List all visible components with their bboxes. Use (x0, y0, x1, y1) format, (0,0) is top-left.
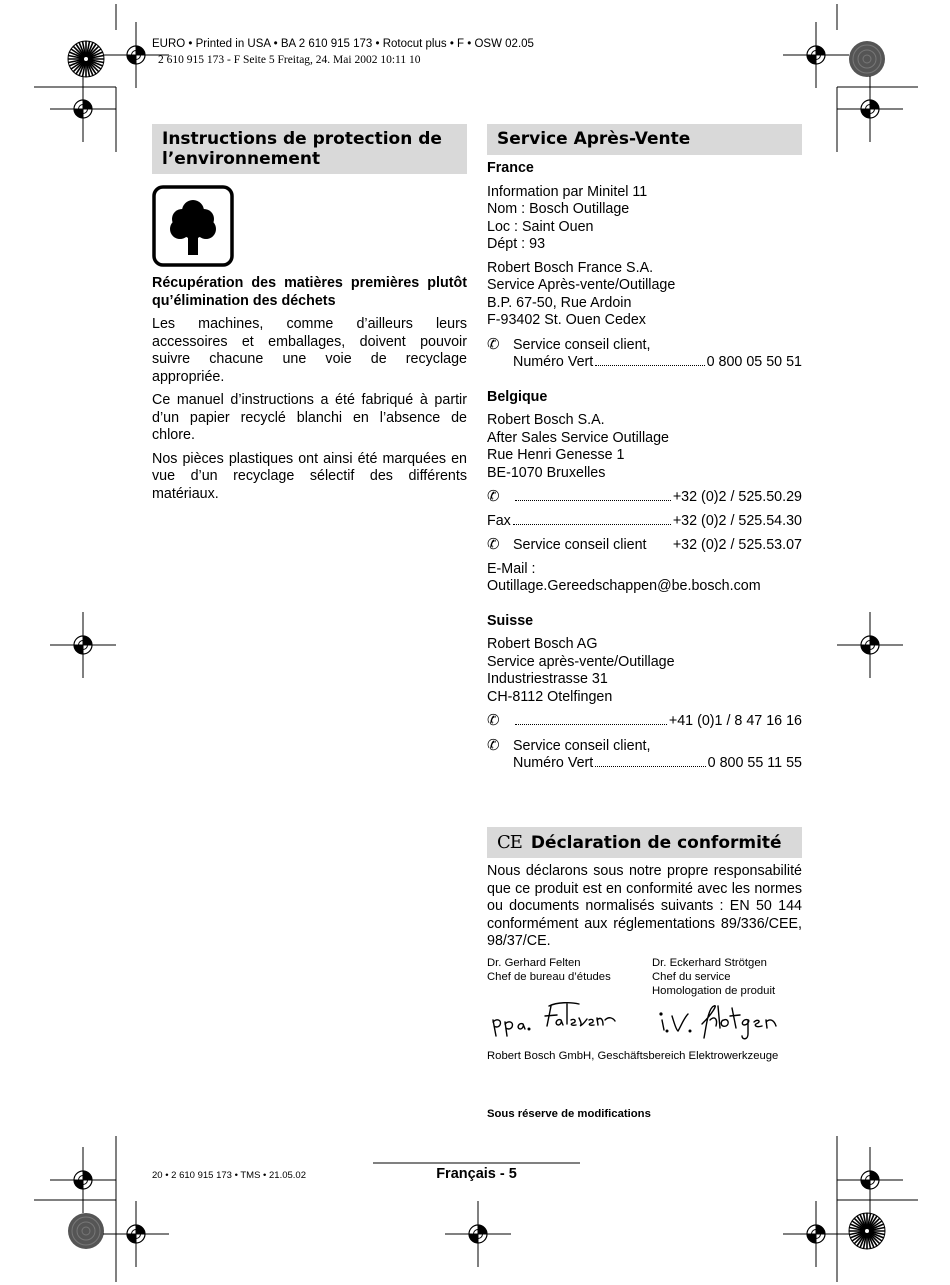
country-belgique: Belgique (487, 388, 548, 405)
signer-name: Dr. Eckerhard Strötgen (652, 957, 767, 969)
print-header-line2: 2 610 915 173 - F Seite 5 Freitag, 24. Mai 2002 10:11 10 (158, 54, 421, 66)
hotline-label: Service conseil client (513, 537, 647, 553)
address-line: F-93402 St. Ouen Cedex (487, 312, 646, 328)
conformity-text: Nous déclarons sous notre propre responsabilité que ce produit est en conformité avec les normes ou documents normalisés suivants : EN 50 144 conformément aux réglementations 89/336/CEE, 98/37/CE. (487, 863, 802, 949)
phone-number: +32 (0)2 / 525.50.29 (672, 489, 802, 505)
fax-label: Fax (487, 512, 511, 529)
hotline-number: 0 800 55 11 55 (707, 755, 802, 771)
country-france: France (487, 160, 534, 176)
footer-code: 20 • 2 610 915 173 • TMS • 21.05.02 (152, 1170, 306, 1181)
address-line: Robert Bosch S.A. (487, 412, 605, 428)
page-number: Français - 5 (436, 1166, 517, 1182)
address-line: Robert Bosch France S.A. (487, 259, 654, 276)
print-header-line1: EURO • Printed in USA • BA 2 610 915 173 • Rotocut plus • F • OSW 02.05 (152, 38, 534, 50)
fax-number: +32 (0)2 / 525.54.30 (672, 512, 802, 529)
phone-icon: ✆ (487, 536, 500, 553)
signature-stroetgen (652, 998, 802, 1048)
environment-heading: Instructions de protection de l’environnement (152, 124, 467, 174)
environment-body (152, 275, 467, 503)
hotline-number: 0 800 05 50 51 (706, 354, 802, 370)
hotline-sub: Numéro Vert (513, 354, 594, 370)
address-line: After Sales Service Outillage (487, 429, 669, 446)
hotline-label: Service conseil client, (513, 336, 651, 353)
signer-title: Homologation de produit (652, 985, 776, 997)
country-suisse: Suisse (487, 612, 534, 629)
service-body (487, 160, 802, 773)
conformity-title: Déclaration de conformité (530, 832, 782, 853)
tree-icon (152, 185, 234, 267)
signature-felten (487, 998, 637, 1042)
hotline-label: Service conseil client, (513, 737, 651, 754)
conformity-body (487, 863, 802, 951)
ce-mark-icon: CE (497, 831, 522, 853)
environment-paragraph: Ce manuel d’instructions a été fabriqué à partir d’un papier recyclé blanchi en l’absence de chlore. (152, 392, 467, 443)
address-line: Service après-vente/Outillage (487, 653, 675, 670)
address-line: Industriestrasse 31 (487, 671, 608, 687)
minitel-line: Information par Minitel 11 (487, 183, 648, 200)
conformity-heading (487, 827, 802, 858)
email-label: E-Mail : (487, 560, 536, 577)
phone-icon: ✆ (487, 736, 500, 754)
signer-2 (652, 956, 812, 998)
address-line: Rue Henri Genesse 1 (487, 447, 625, 463)
company-line: Robert Bosch GmbH, Geschäftsbereich Elektrowerkzeuge (487, 1050, 779, 1062)
environment-paragraph: Les machines, comme d’ailleurs leurs accessoires et emballages, doivent pouvoir suivre chacune une voie de recyclage appropriée. (152, 316, 467, 385)
minitel-line: Loc : Saint Ouen (487, 218, 594, 235)
service-heading: Service Après-Vente (487, 124, 802, 155)
phone-icon: ✆ (487, 712, 500, 729)
address-line: Robert Bosch AG (487, 636, 598, 652)
address-line: Service Après-vente/Outillage (487, 277, 676, 293)
environment-subheading: Récupération des matières premières plutôt qu’élimination des déchets (152, 275, 467, 309)
phone-icon: ✆ (487, 488, 500, 505)
email-address: Outillage.Gereedschappen@be.bosch.com (487, 578, 761, 594)
address-line: CH-8112 Otelfingen (487, 688, 613, 705)
address-line: BE-1070 Bruxelles (487, 464, 606, 481)
reserve-note: Sous réserve de modifications (487, 1108, 651, 1120)
hotline-number: +32 (0)2 / 525.53.07 (672, 537, 802, 553)
signer-name: Dr. Gerhard Felten (487, 957, 581, 969)
minitel-line: Dépt : 93 (487, 236, 546, 252)
signer-1 (487, 956, 647, 984)
signer-title: Chef de bureau d’études (487, 971, 611, 983)
phone-icon: ✆ (487, 335, 500, 353)
phone-number: +41 (0)1 / 8 47 16 16 (668, 713, 802, 729)
hotline-sub: Numéro Vert (513, 755, 594, 771)
address-line: B.P. 67-50, Rue Ardoin (487, 294, 632, 311)
signer-title: Chef du service (652, 971, 731, 983)
environment-paragraph: Nos pièces plastiques ont ainsi été marquées en vue d’un recyclage sélectif des différents matériaux. (152, 450, 467, 502)
minitel-line: Nom : Bosch Outillage (487, 201, 630, 217)
